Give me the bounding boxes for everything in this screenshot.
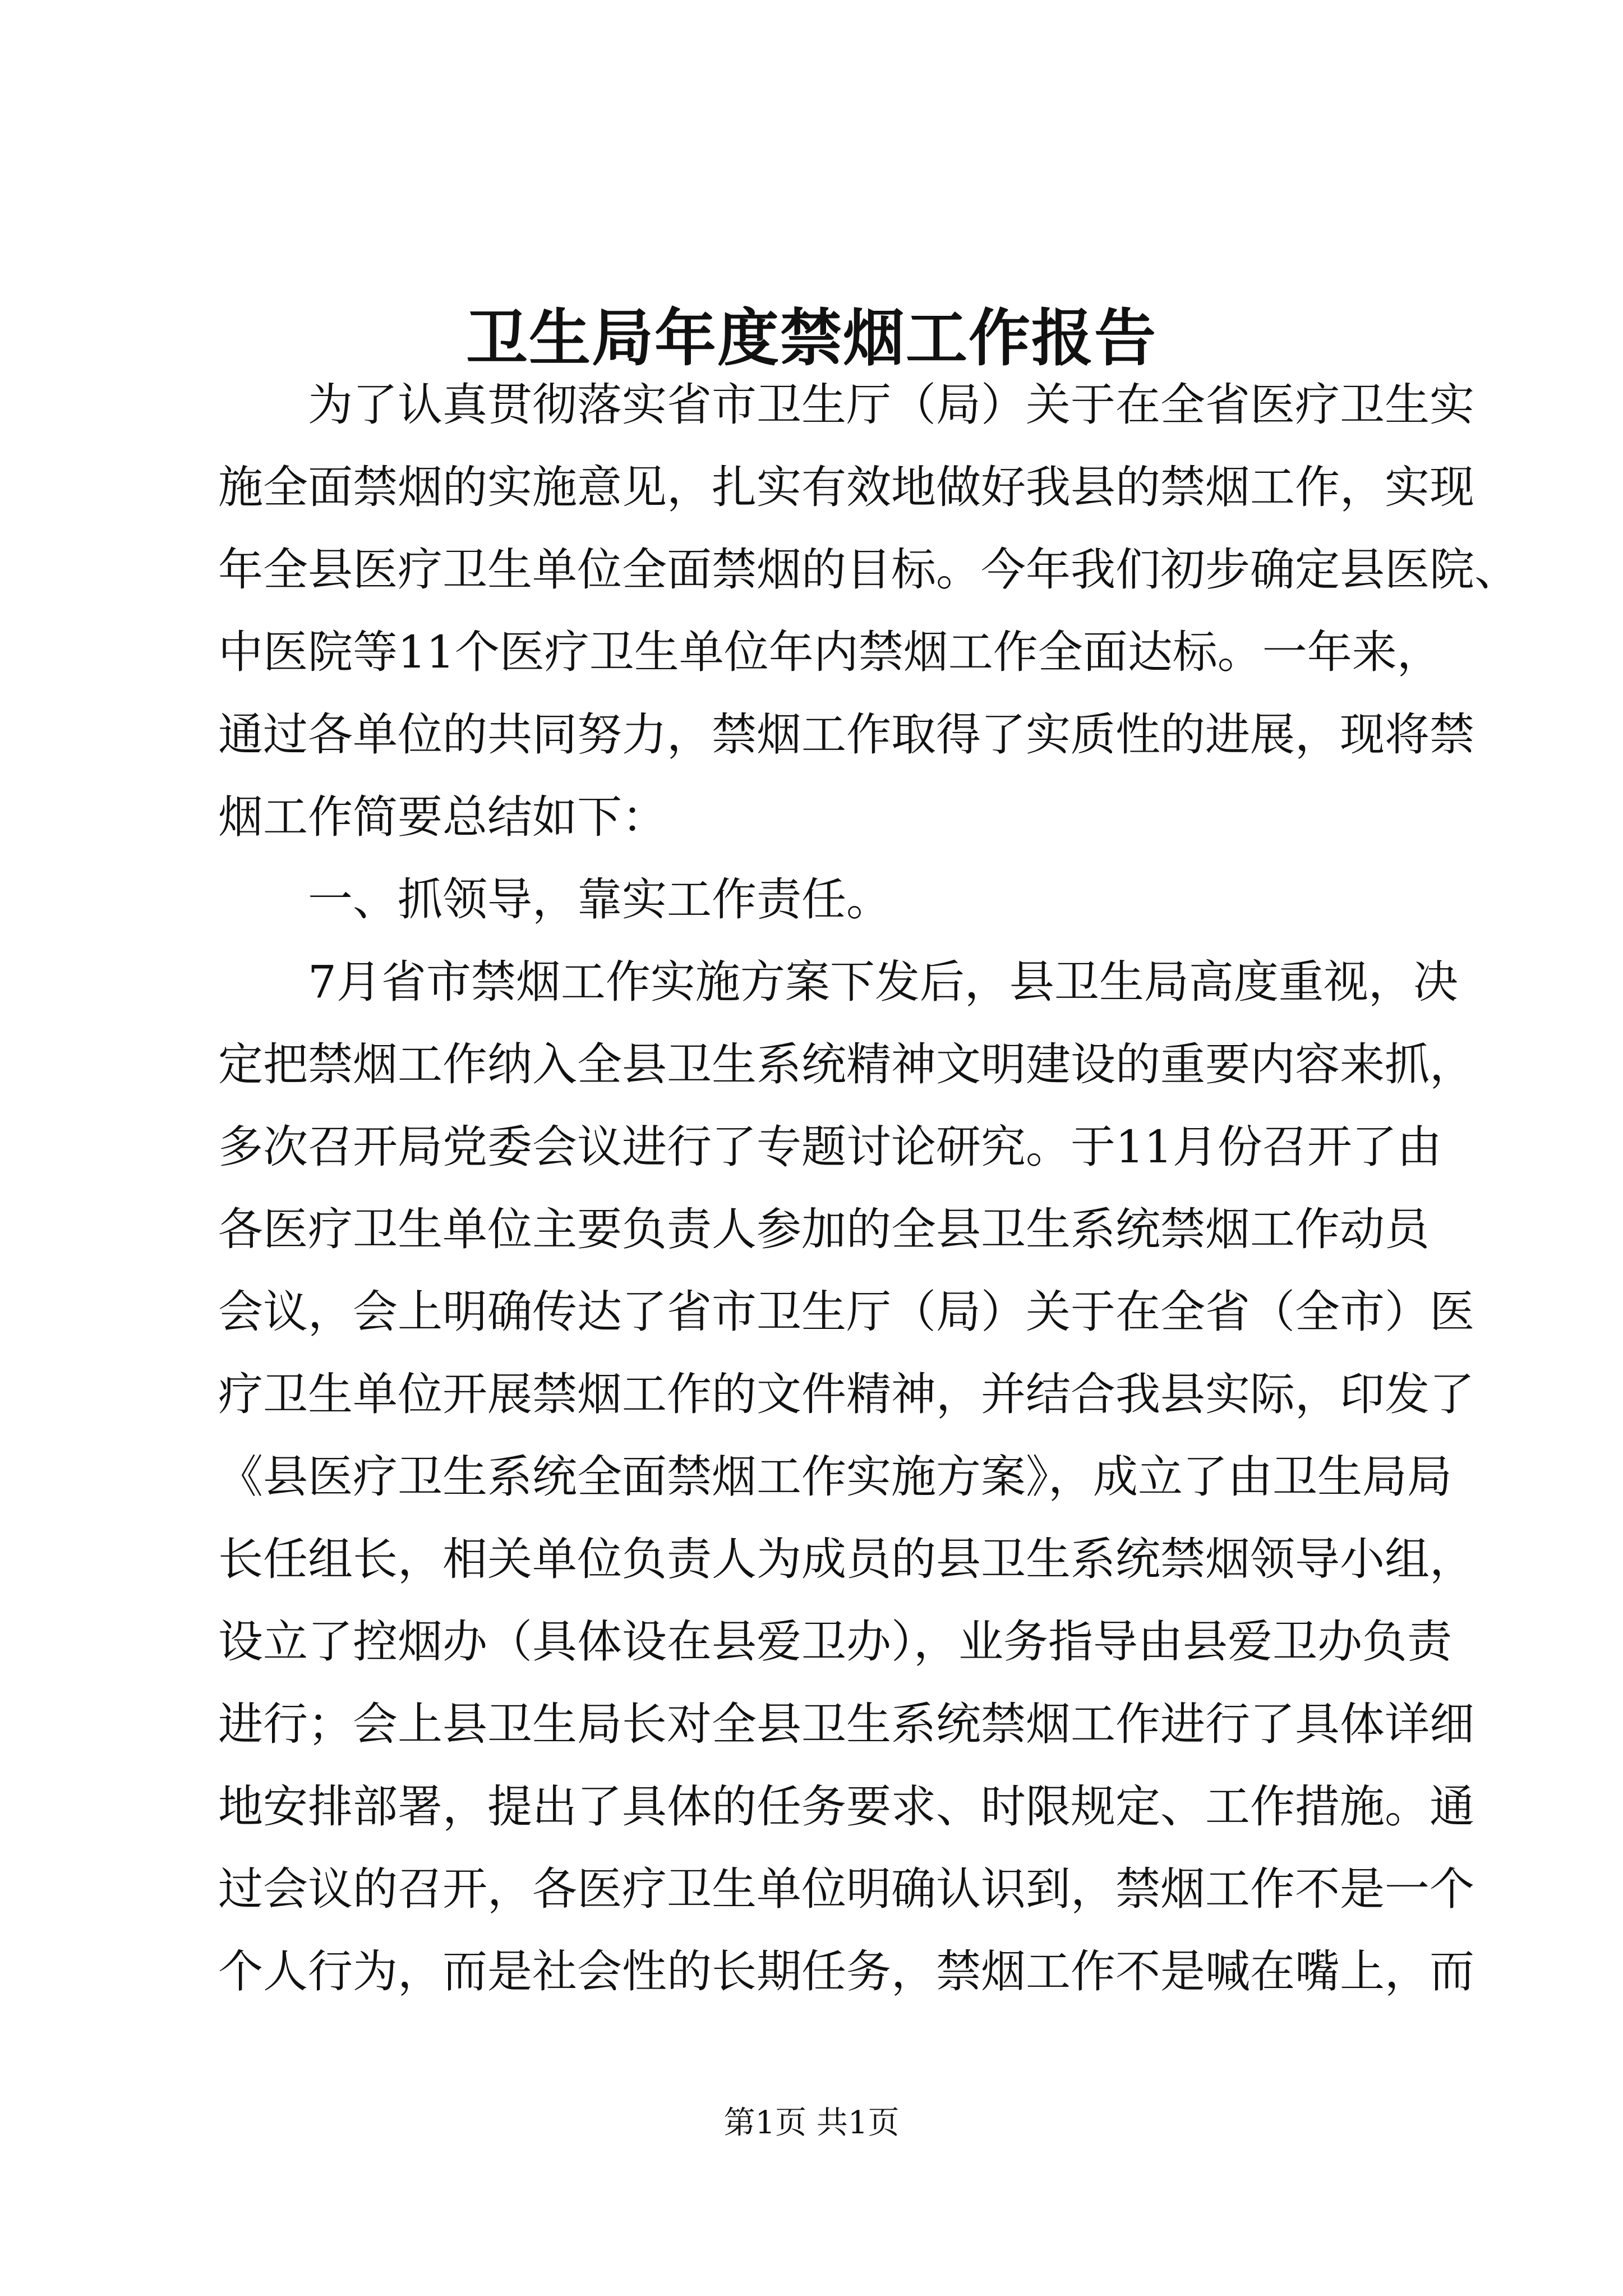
paragraph-line: 过会议的召开，各医疗卫生单位明确认识到，禁烟工作不是一个 xyxy=(218,1863,1474,1915)
paragraph-line: 施全面禁烟的实施意见，扎实有效地做好我县的禁烟工作，实现 xyxy=(218,461,1474,513)
paragraph-line: 《县医疗卫生系统全面禁烟工作实施方案》，成立了由卫生局局 xyxy=(218,1451,1452,1503)
document-title: 卫生局年度禁烟工作报告 xyxy=(466,302,1157,374)
paragraph-line: 年全县医疗卫生单位全面禁烟的目标。今年我们初步确定县医院、 xyxy=(218,544,1519,596)
paragraph-line: 会议，会上明确传达了省市卫生厅（局）关于在全省（全市）医 xyxy=(218,1286,1474,1338)
paragraph-line: 长任组长，相关单位负责人为成员的县卫生系统禁烟领导小组， xyxy=(218,1533,1474,1585)
paragraph-line: 疗卫生单位开展禁烟工作的文件精神，并结合我县实际，印发了 xyxy=(218,1368,1474,1420)
paragraph-line: 中医院等11个医疗卫生单位年内禁烟工作全面达标。一年来， xyxy=(218,626,1442,678)
section-heading: 一、抓领导，靠实工作责任。 xyxy=(308,873,891,926)
paragraph-line: 个人行为，而是社会性的长期任务，禁烟工作不是喊在嘴上，而 xyxy=(218,1945,1474,1998)
paragraph-line: 各医疗卫生单位主要负责人参加的全县卫生系统禁烟工作动员 xyxy=(218,1203,1430,1255)
paragraph-line: 烟工作简要总结如下： xyxy=(218,791,667,843)
paragraph-line: 定把禁烟工作纳入全县卫生系统精神文明建设的重要内容来抓， xyxy=(218,1038,1474,1091)
paragraph-line: 设立了控烟办（具体设在县爱卫办），业务指导由县爱卫办负责 xyxy=(218,1616,1452,1668)
paragraph-line: 通过各单位的共同努力，禁烟工作取得了实质性的进展，现将禁 xyxy=(218,708,1474,761)
paragraph-line: 地安排部署，提出了具体的任务要求、时限规定、工作措施。通 xyxy=(218,1780,1474,1833)
paragraph-line: 7月省市禁烟工作实施方案下发后，县卫生局高度重视，决 xyxy=(308,956,1458,1008)
paragraph-line: 为了认真贯彻落实省市卫生厅（局）关于在全省医疗卫生实 xyxy=(308,379,1474,431)
paragraph-line: 进行；会上县卫生局长对全县卫生系统禁烟工作进行了具体详细 xyxy=(218,1698,1474,1750)
page-footer: 第1页 共1页 xyxy=(723,2105,900,2141)
paragraph-line: 多次召开局党委会议进行了专题讨论研究。于11月份召开了由 xyxy=(218,1121,1442,1173)
document-body xyxy=(218,364,1519,2013)
